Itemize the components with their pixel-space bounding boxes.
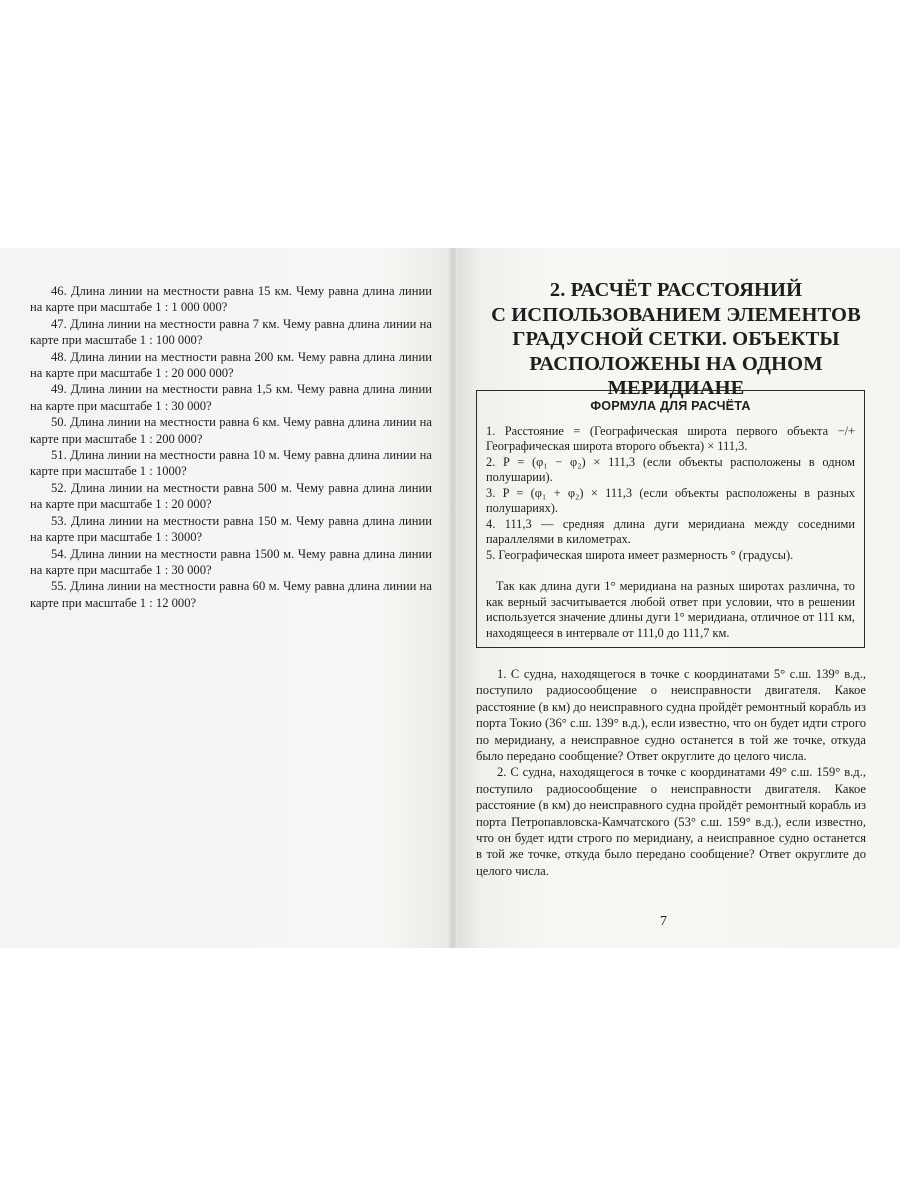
formula-box-title: ФОРМУЛА ДЛЯ РАСЧЁТА — [590, 399, 751, 413]
section-heading — [476, 278, 876, 401]
task-item: 2. С судна, находящегося в точке с координатами 49° с.ш. 159° в.д., поступило радиосообщение о неисправности двигателя. Какое расстояние (в км) до неисправного судна пройдёт ремонтный корабль из порта Петропавловска-Камчатского (53° с.ш. 159° в.д.), если известно, что он будет идти строго по меридиану, а неисправное судно останется в той же точке, откуда было передано сообщение? Ответ округлите до целого числа. — [476, 765, 866, 878]
task-item: 51. Длина линии на местности равна 10 м. Чему равна длина линии на карте при масштабе 1 : 1000? — [30, 448, 432, 479]
task-item: 49. Длина линии на местности равна 1,5 км. Чему равна длина линии на карте при масштабе 1 : 30 000? — [30, 382, 432, 413]
formula-line: 5. Географическая широта имеет размерность ° (градусы). — [486, 547, 794, 562]
task-item: 52. Длина линии на местности равна 500 м. Чему равна длина линии на карте при масштабе 1 : 20 000? — [30, 480, 432, 512]
task-item: 1. С судна, находящегося в точке с координатами 5° с.ш. 139° в.д., поступило радиосообщение о неисправности двигателя. Какое расстояние (в км) до неисправного судна пройдёт ремонтный корабль из порта Токио (36° с.ш. 139° в.д.), если известно, что он будет идти строго по меридиану, а неисправное судно останется в той же точке, откуда было передано сообщение? Ответ округлите до целого числа. — [476, 667, 866, 764]
formula-line: 2. P = (φ₁ − φ₂) × 111,3 (если объекты расположены в одном полушарии). — [486, 454, 855, 484]
book-spread — [0, 248, 900, 948]
task-item: 50. Длина линии на местности равна 6 км. Чему равна длина линии на карте при масштабе 1 : 200 000? — [30, 415, 432, 446]
page-number: 7 — [660, 914, 667, 929]
left-page — [0, 248, 453, 948]
heading-line: С ИСПОЛЬЗОВАНИЕМ ЭЛЕМЕНТОВ — [491, 303, 861, 326]
task-item: 46. Длина линии на местности равна 15 км. Чему равна длина линии на карте при масштабе 1 : 1 000 000? — [30, 284, 432, 315]
formula-box — [476, 390, 865, 648]
heading-line: РАСПОЛОЖЕНЫ НА ОДНОМ МЕРИДИАНЕ — [529, 352, 823, 400]
task-item: 53. Длина линии на местности равна 150 м. Чему равна длина линии на карте при масштабе 1 : 3000? — [30, 513, 432, 545]
formula-line: 3. P = (φ₁ + φ₂) × 111,3 (если объекты расположены в разных полушариях). — [486, 485, 855, 515]
left-task-list — [30, 283, 432, 611]
task-item: 54. Длина линии на местности равна 1500 м. Чему равна длина линии на карте при масштабе 1 : 30 000? — [30, 546, 432, 577]
book-gutter — [448, 248, 458, 948]
task-item: 55. Длина линии на местности равна 60 м. Чему равна длина линии на карте при масштабе 1 : 12 000? — [30, 579, 432, 610]
task-item: 47. Длина линии на местности равна 7 км. Чему равна длина линии на карте при масштабе 1 : 100 000? — [30, 316, 432, 348]
formula-line: 1. Расстояние = (Географическая широта первого объекта −/+ Географическая широта второго объекта) × 111,3. — [486, 423, 855, 453]
formula-line: 4. 111,3 — средняя длина дуги меридиана между соседними параллелями в километрах. — [486, 516, 855, 546]
right-task-list — [476, 666, 866, 879]
heading-line: 2. РАСЧЁТ РАССТОЯНИЙ — [549, 279, 803, 301]
task-item: 48. Длина линии на местности равна 200 км. Чему равна длина линии на карте при масштабе 1 : 20 000 000? — [30, 349, 432, 381]
heading-line: ГРАДУСНОЙ СЕТКИ. ОБЪЕКТЫ — [512, 328, 840, 351]
formula-note: Так как длина дуги 1° меридиана на разных широтах различна, то как верный засчитывается любой ответ при условии, что в решении используется значение длины дуги 1° меридиана, отличное от 111 км, находящееся в интервале от 111,0 до 111,7 км. — [486, 579, 855, 640]
